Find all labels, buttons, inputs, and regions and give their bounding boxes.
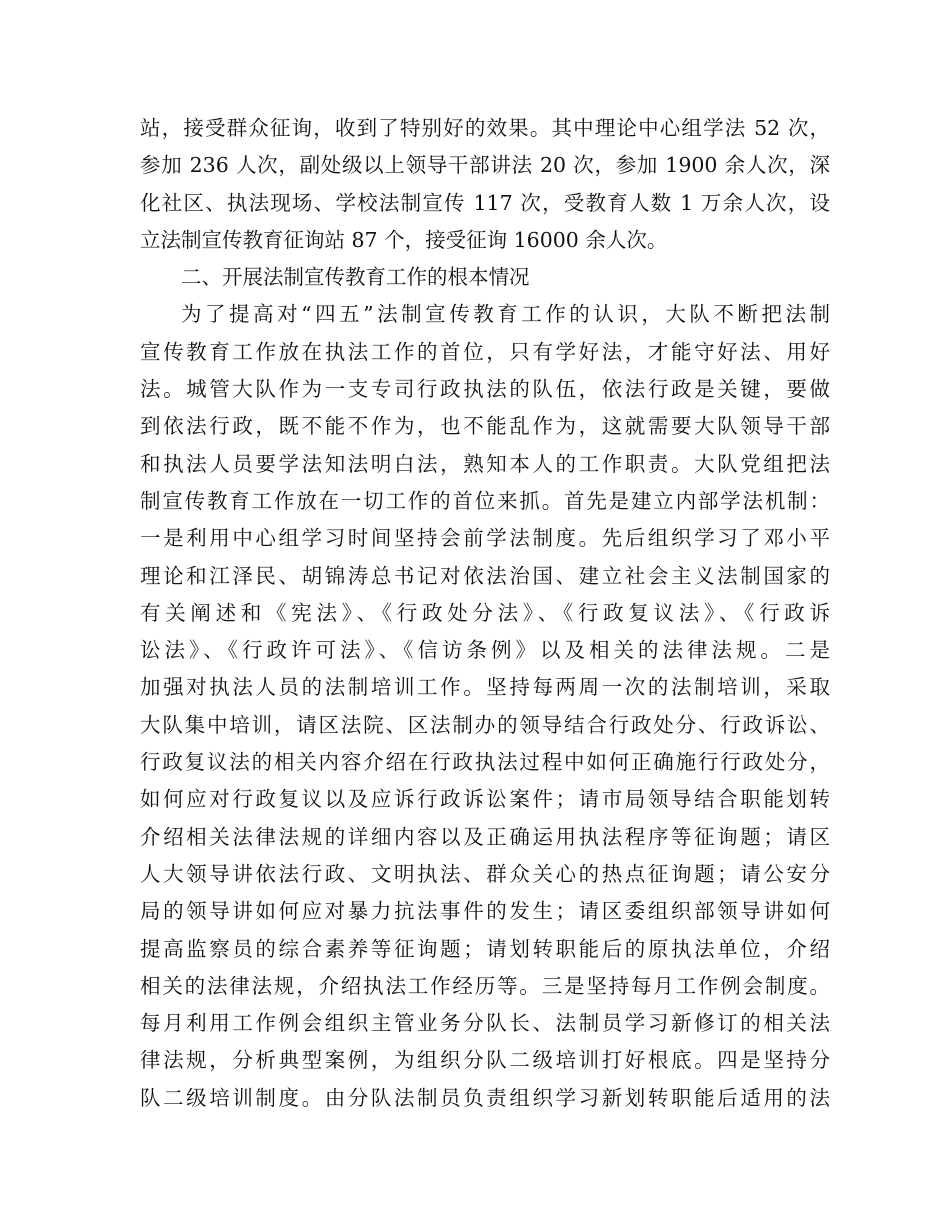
text-line: 局的领导讲如何应对暴力抗法事件的发生；请区委组织部领导讲如何 <box>140 899 830 924</box>
text-line: 行政复议法的相关内容介绍在行政执法过程中如何正确施行行政处分， <box>140 750 830 775</box>
text-line: 宣传教育工作放在执法工作的首位，只有学好法，才能守好法、用好 <box>140 339 830 364</box>
text-line: 理论和江泽民、胡锦涛总书记对依法治国、建立社会主义法制国家的 <box>140 563 830 588</box>
text-line: 人大领导讲依法行政、文明执法、群众关心的热点征询题；请公安分 <box>140 861 830 886</box>
text-line: 为了提高对“四五”法制宣传教育工作的认识，大队不断把法制 <box>181 302 830 327</box>
text-line: 提高监察员的综合素养等征询题；请划转职能后的原执法单位，介绍 <box>140 936 830 961</box>
text-line: 化社区、执法现场、学校法制宣传 117 次，受教育人数 1 万余人次，设 <box>140 190 830 215</box>
text-line: 立法制宣传教育征询站 87 个，接受征询 16000 余人次。 <box>140 227 668 252</box>
text-line: 每月利用工作例会组织主管业务分队长、法制员学习新修订的相关法 <box>140 1011 830 1036</box>
text-line: 律法规，分析典型案例，为组织分队二级培训打好根底。四是坚持分 <box>140 1048 830 1073</box>
text-line: 参加 236 人次，副处级以上领导干部讲法 20 次，参加 1900 余人次，深 <box>140 153 830 178</box>
text-line: 讼法》、《行政许可法》、《信访条例》以及相关的法律法规。二是 <box>140 638 830 663</box>
text-line: 和执法人员要学法知法明白法，熟知本人的工作职责。大队党组把法 <box>140 451 830 476</box>
text-line: 制宣传教育工作放在一切工作的首位来抓。首先是建立内部学法机制： <box>140 488 830 513</box>
text-line: 站，接受群众征询，收到了特别好的效果。其中理论中心组学法 52 次， <box>140 116 830 140</box>
document-body <box>140 110 830 1117</box>
text-line: 到依法行政，既不能不作为，也不能乱作为，这就需要大队领导干部 <box>140 414 830 439</box>
text-line: 法。城管大队作为一支专司行政执法的队伍，依法行政是关键，要做 <box>140 377 830 402</box>
text-line: 介绍相关法律法规的详细内容以及正确运用执法程序等征询题；请区 <box>140 824 830 849</box>
text-line: 大队集中培训，请区法院、区法制办的领导结合行政处分、行政诉讼、 <box>140 712 830 737</box>
text-line: 有关阐述和《宪法》、《行政处分法》、《行政复议法》、《行政诉 <box>140 600 830 625</box>
text-line: 队二级培训制度。由分队法制员负责组织学习新划转职能后适用的法 <box>140 1085 830 1110</box>
text-line: 一是利用中心组学习时间坚持会前学法制度。先后组织学习了邓小平 <box>140 526 830 551</box>
text-line: 如何应对行政复议以及应诉行政诉讼案件；请市局领导结合职能划转 <box>140 787 830 812</box>
section-heading: 二、开展法制宣传教育工作的根本情况 <box>181 265 530 290</box>
text-line: 加强对执法人员的法制培训工作。坚持每两周一次的法制培训，采取 <box>140 675 830 700</box>
text-line: 相关的法律法规，介绍执法工作经历等。三是坚持每月工作例会制度。 <box>140 973 830 998</box>
